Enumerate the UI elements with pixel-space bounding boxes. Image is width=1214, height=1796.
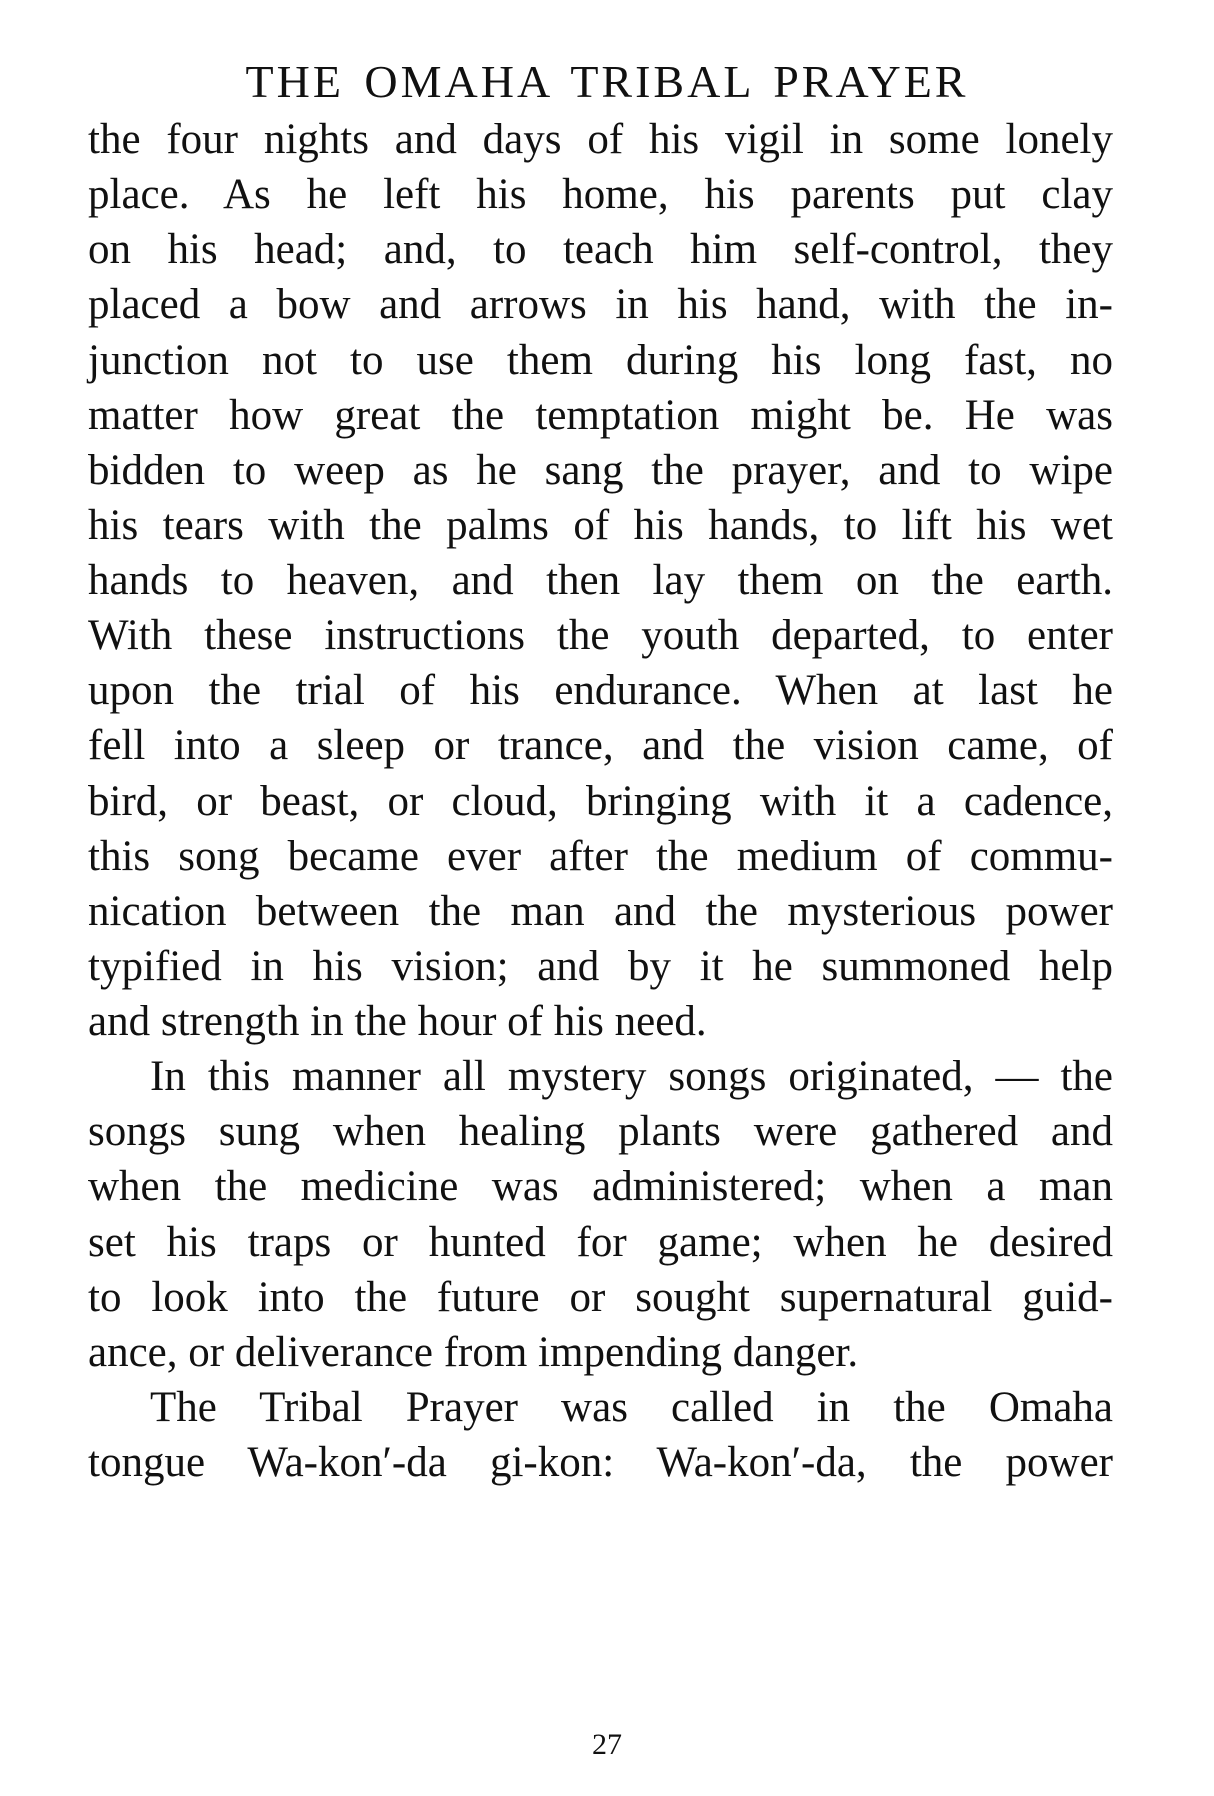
text-line: junction not to use them during his long fast, no — [88, 337, 1113, 384]
page-number: 27 — [592, 1728, 622, 1761]
text-line: when the medicine was administered; when a man — [88, 1163, 1113, 1210]
text-line: this song became ever after the medium of commu- — [88, 833, 1113, 880]
text-line: bidden to weep as he sang the prayer, and to wipe — [88, 447, 1113, 494]
text-line: ance, or deliverance from impending danger. — [88, 1329, 859, 1376]
text-line: In this manner all mystery songs originated, — the — [150, 1053, 1113, 1100]
text-line: bird, or beast, or cloud, bringing with it a cadence, — [88, 778, 1113, 825]
text-line: tongue Wa-kon′-da gi-kon: Wa-kon′-da, the power — [88, 1439, 1113, 1486]
text-line: With these instructions the youth departed, to enter — [88, 612, 1113, 659]
text-line: place. As he left his home, his parents put clay — [88, 171, 1113, 218]
text-line: set his traps or hunted for game; when he desired — [88, 1219, 1113, 1266]
text-line: placed a bow and arrows in his hand, with the in- — [88, 281, 1113, 328]
text-line: songs sung when healing plants were gathered and — [88, 1108, 1113, 1155]
text-line: to look into the future or sought supernatural guid- — [88, 1274, 1113, 1321]
text-line: upon the trial of his endurance. When at last he — [88, 667, 1113, 714]
text-line: his tears with the palms of his hands, to lift his wet — [88, 502, 1113, 549]
text-line: fell into a sleep or trance, and the vision came, of — [88, 722, 1113, 769]
text-line: and strength in the hour of his need. — [88, 998, 707, 1045]
text-line: the four nights and days of his vigil in some lonely — [88, 116, 1113, 163]
text-line: matter how great the temptation might be. He was — [88, 392, 1113, 439]
text-line: hands to heaven, and then lay them on the earth. — [88, 557, 1113, 604]
running-head: THE OMAHA TRIBAL PRAYER — [245, 56, 969, 107]
text-line: on his head; and, to teach him self-control, they — [88, 226, 1113, 273]
text-line: nication between the man and the mysterious power — [88, 888, 1113, 935]
text-line: The Tribal Prayer was called in the Omaha — [150, 1384, 1113, 1431]
text-line: typified in his vision; and by it he summoned help — [88, 943, 1113, 990]
